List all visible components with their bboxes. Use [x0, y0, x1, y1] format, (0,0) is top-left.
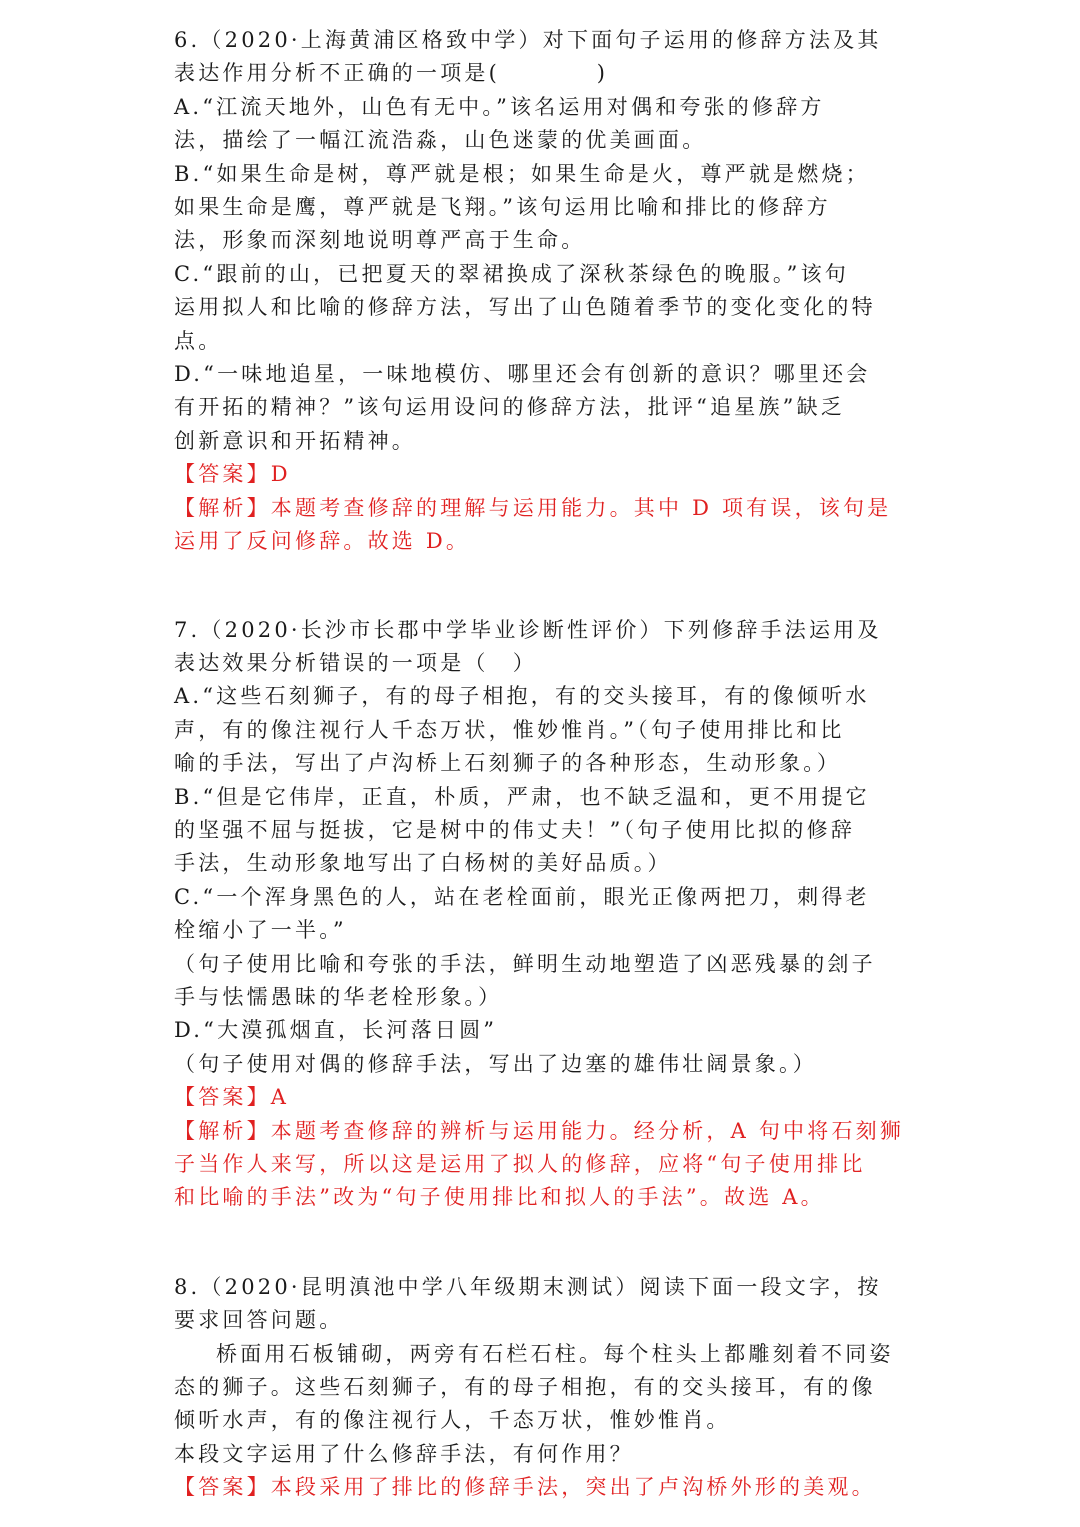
option-line: 栓缩小了一半。” [174, 918, 347, 943]
question-8 [174, 1271, 909, 1505]
option-line: （句子使用对偶的修辞手法，写出了边塞的雄伟壮阔景象。） [174, 1051, 817, 1076]
analysis-line: 【解析】本题考查修辞的理解与运用能力。其中 D 项有误，该句是 [174, 495, 892, 520]
analysis-line: 和比喻的手法”改为“句子使用排比和拟人的手法”。故选 A。 [174, 1185, 825, 1210]
question-stem-line: 表达作用分析不正确的一项是( ) [174, 61, 609, 86]
question-prompt: 本段文字运用了什么修辞手法，有何作用？ [174, 1441, 634, 1466]
option-line: 创新意识和开拓精神。 [174, 428, 416, 453]
option-line: 法，描绘了一幅江流浩淼，山色迷蒙的优美画面。 [174, 128, 707, 153]
option-line: A.“江流天地外，山色有无中。”该名运用对偶和夸张的修辞方 [174, 94, 825, 119]
analysis-line: 运用了反问修辞。故选 D。 [174, 529, 471, 554]
question-stem-line: 6.（2020·上海黄浦区格致中学）对下面句子运用的修辞方法及其 [174, 28, 882, 52]
question-stem-line: 7.（2020·长沙市长郡中学毕业诊断性评价）下列修辞手法运用及 [174, 617, 882, 642]
option-line: C.“一个浑身黑色的人，站在老栓面前，眼光正像两把刀，刺得老 [174, 884, 870, 909]
answer-line: 【答案】D [174, 462, 291, 487]
document-page [174, 24, 909, 1505]
option-line: （句子使用比喻和夸张的手法，鲜明生动地塑造了凶恶残暴的刽子 [174, 951, 876, 976]
analysis-line: 子当作人来写，所以这是运用了拟人的修辞，应将“句子使用排比 [174, 1152, 866, 1176]
answer-line: 【答案】A [174, 1085, 290, 1110]
option-line: 如果生命是鹰，尊严就是飞翔。”该句运用比喻和排比的修辞方 [174, 195, 831, 220]
option-line: B.“如果生命是树，尊严就是根；如果生命是火，尊严就是燃烧； [174, 161, 870, 186]
question-stem-line: 8.（2020·昆明滇池中学八年级期末测试）阅读下面一段文字，按 [174, 1274, 882, 1299]
passage-line: 态的狮子。这些石刻狮子，有的母子相抱，有的交头接耳，有的像 [174, 1375, 876, 1400]
option-line: D.“大漠孤烟直，长河落日圆” [174, 1018, 498, 1043]
section-spacer [174, 1215, 909, 1271]
question-stem-line: 要求回答问题。 [174, 1308, 344, 1333]
option-line: 手法，生动形象地写出了白杨树的美好品质。） [174, 851, 672, 876]
option-line: C.“跟前的山，已把夏天的翠裙换成了深秋茶绿色的晚服。”该句 [174, 261, 849, 286]
option-line: 喻的手法，写出了卢沟桥上石刻狮子的各种形态，生动形象。） [174, 751, 842, 776]
section-spacer [174, 559, 909, 614]
option-line: A.“这些石刻狮子，有的母子相抱，有的交头接耳，有的像倾听水 [174, 684, 870, 709]
option-line: B.“但是它伟岸，正直，朴质，严肃，也不缺乏温和，更不用提它 [174, 784, 870, 809]
answer-line: 【答案】本段采用了排比的修辞手法，突出了卢沟桥外形的美观。 [174, 1475, 876, 1500]
option-line: 点。 [174, 328, 223, 353]
option-line: 法，形象而深刻地说明尊严高于生命。 [174, 228, 586, 253]
analysis-line: 【解析】本题考查修辞的辨析与运用能力。经分析，A 句中将石刻狮 [174, 1118, 905, 1143]
option-line: 的坚强不屈与挺拔，它是树中的伟丈夫！”（句子使用比拟的修辞 [174, 817, 856, 842]
question-7 [174, 614, 909, 1215]
question-stem-line: 表达效果分析错误的一项是（ ） [174, 650, 537, 675]
option-line: D.“一味地追星，一味地模仿、哪里还会有创新的意识？哪里还会 [174, 362, 871, 387]
question-6 [174, 24, 909, 559]
option-line: 声，有的像注视行人千态万状，惟妙惟肖。”（句子使用排比和比 [174, 717, 845, 742]
option-line: 运用拟人和比喻的修辞方法，写出了山色随着季节的变化变化的特 [174, 295, 876, 320]
passage-line: 倾听水声，有的像注视行人，千态万状，惟妙惟肖。 [174, 1408, 731, 1433]
option-line: 手与怯懦愚昧的华老栓形象。） [174, 984, 503, 1009]
option-line: 有开拓的精神？”该句运用设问的修辞方法，批评“追星族”缺乏 [174, 395, 846, 420]
passage-line: 桥面用石板铺砌，两旁有石栏石柱。每个柱头上都雕刻着不同姿 [216, 1341, 894, 1366]
